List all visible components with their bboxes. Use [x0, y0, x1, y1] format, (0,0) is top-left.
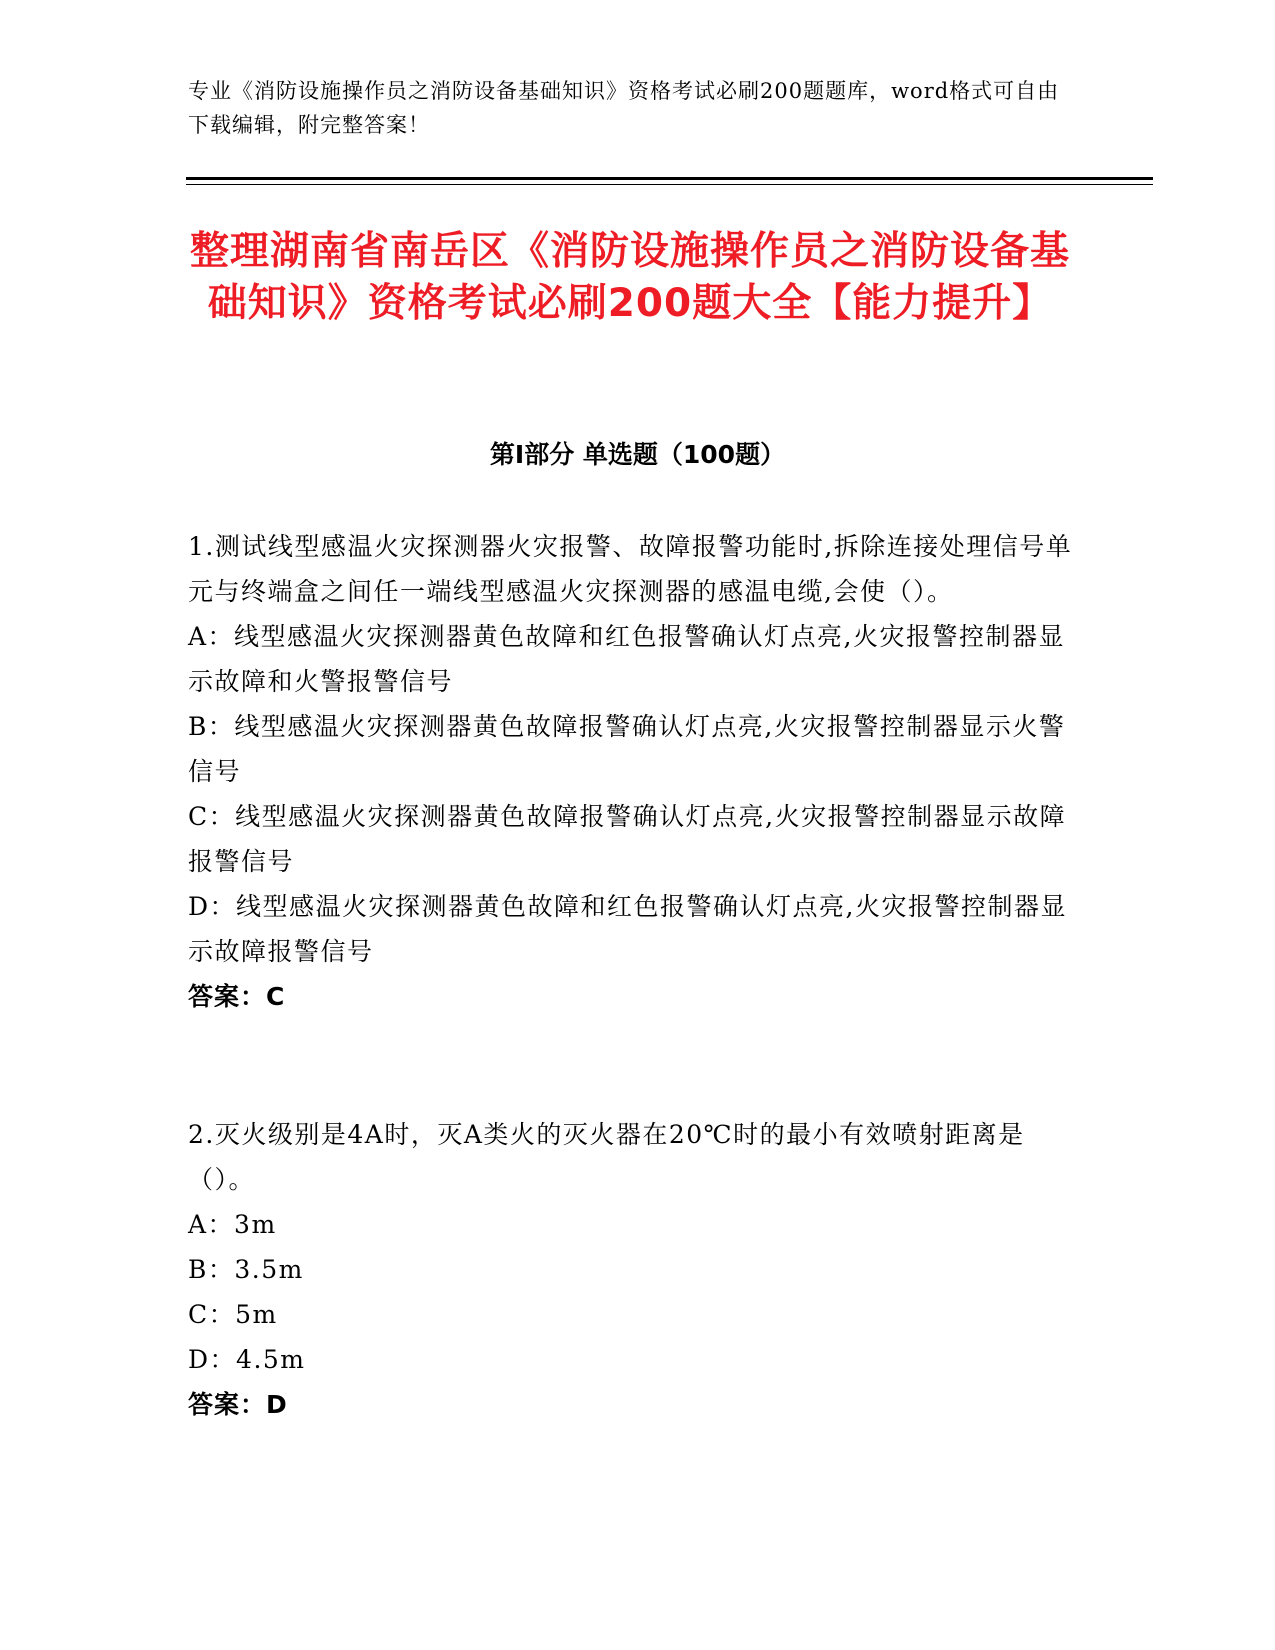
document-title: 整理湖南省南岳区《消防设施操作员之消防设备基础知识》资格考试必刷200题大全【能力提升】: [189, 229, 1070, 326]
question-stem: 2.灭火级别是4A时，灭A类火的灭火器在20℃时的最小有效喷射距离是（）。: [188, 1120, 1025, 1194]
answer: 答案：C: [188, 982, 286, 1011]
header-divider-thick: [186, 177, 1153, 180]
option-c: C：线型感温火灾探测器黄色故障报警确认灯点亮,火灾报警控制器显示故障报警信号: [188, 802, 1067, 876]
option-c: C：5m: [188, 1300, 278, 1329]
option-a: A：线型感温火灾探测器黄色故障和红色报警确认灯点亮,火灾报警控制器显示故障和火警报警信号: [188, 622, 1066, 696]
header-divider-thin: [186, 184, 1153, 185]
question-stem: 1.测试线型感温火灾探测器火灾报警、故障报警功能时,拆除连接处理信号单元与终端盒之间任一端线型感温火灾探测器的感温电缆,会使（）。: [188, 532, 1073, 606]
section-heading: 第Ⅰ部分 单选题（100题）: [489, 440, 786, 469]
question-1: [188, 524, 1076, 1019]
option-b: B：线型感温火灾探测器黄色故障报警确认灯点亮,火灾报警控制器显示火警信号: [188, 712, 1066, 786]
header-note: 专业《消防设施操作员之消防设备基础知识》资格考试必刷200题题库，word格式可自由下载编辑，附完整答案！: [188, 79, 1060, 137]
option-d: D：4.5m: [188, 1345, 306, 1374]
option-d: D：线型感温火灾探测器黄色故障和红色报警确认灯点亮,火灾报警控制器显示故障报警信号: [188, 892, 1067, 966]
option-a: A：3m: [188, 1210, 277, 1239]
answer: 答案：D: [188, 1390, 288, 1419]
option-b: B：3.5m: [188, 1255, 304, 1284]
question-2: [188, 1112, 1076, 1427]
